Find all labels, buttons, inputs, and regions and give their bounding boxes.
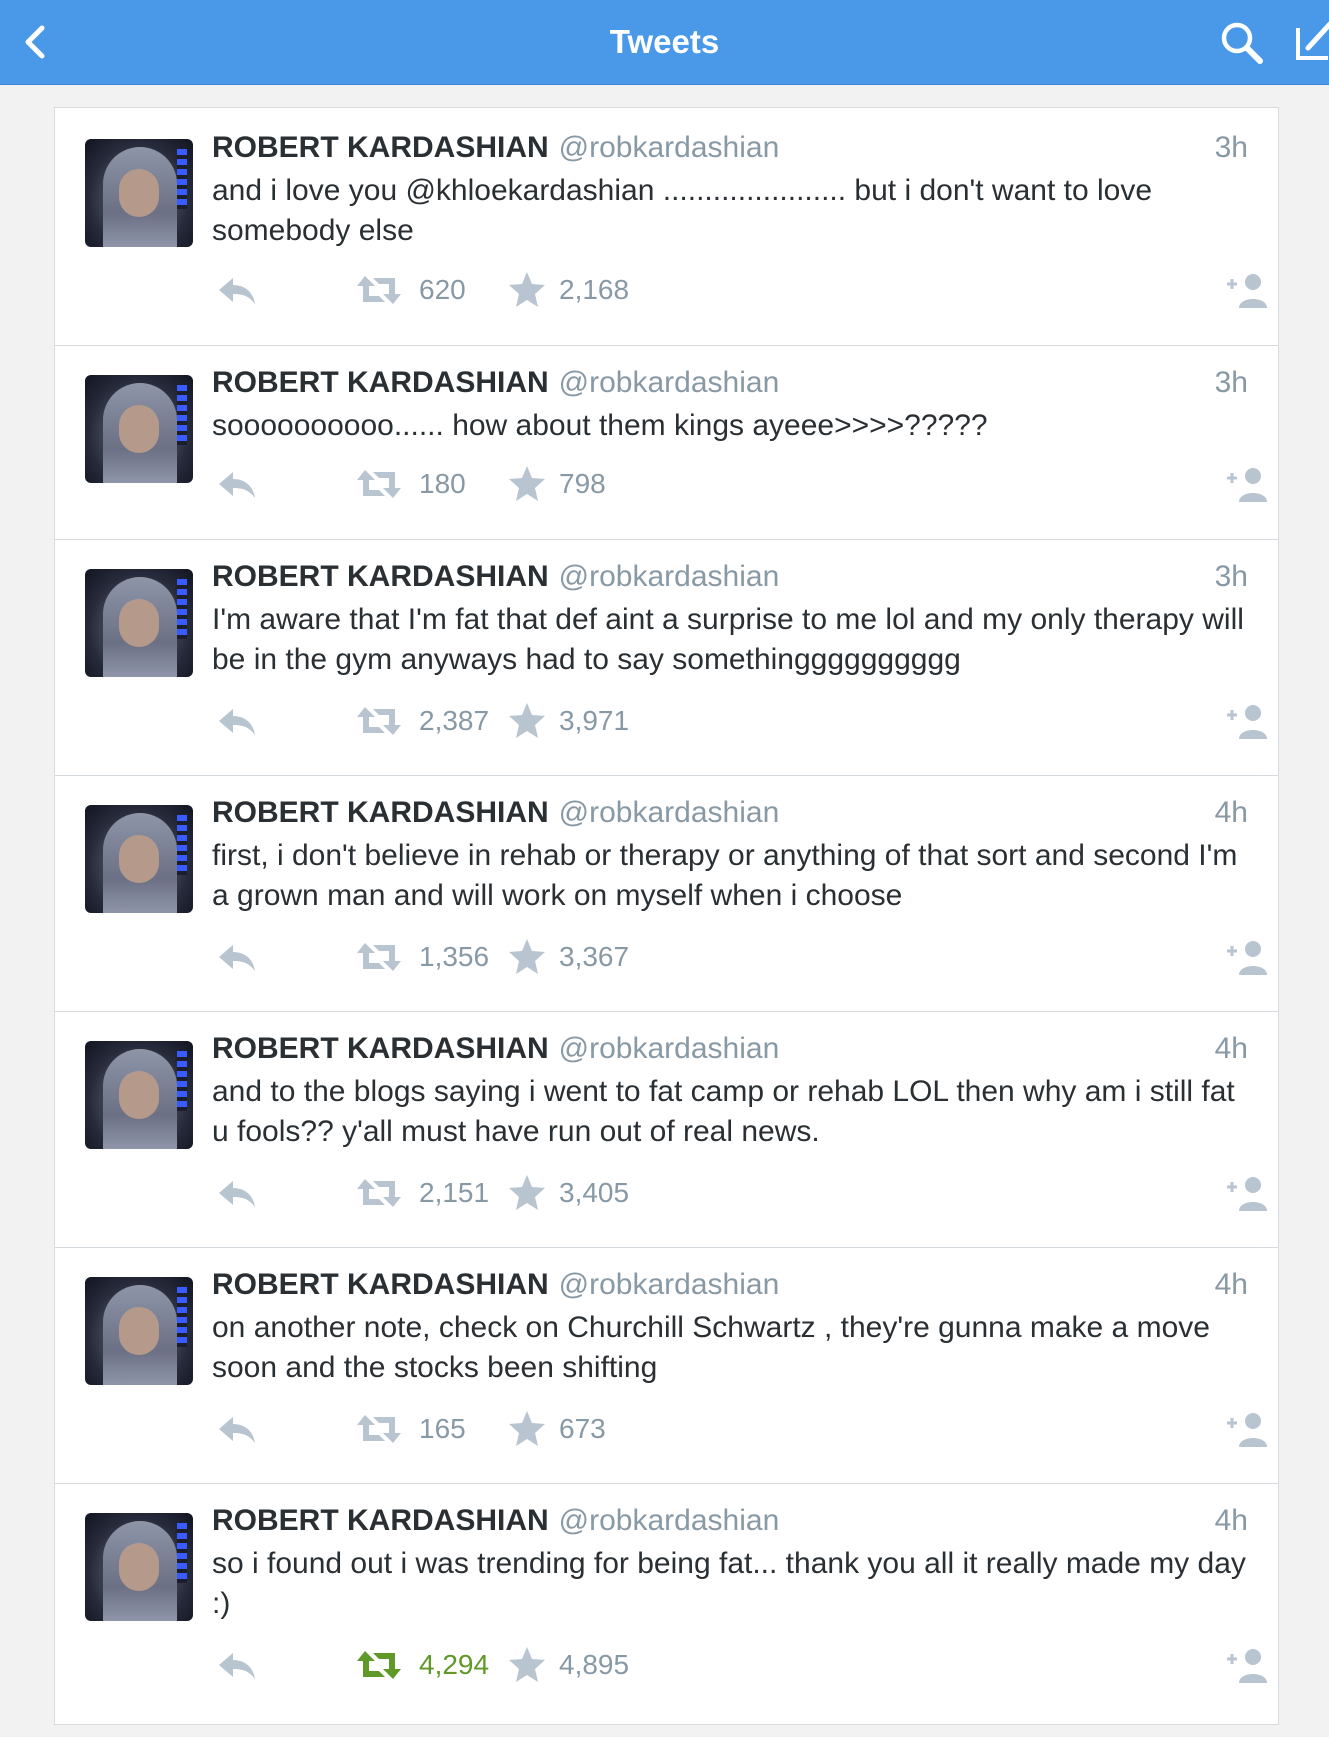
tweet-header [212, 1267, 1248, 1303]
tweet-text: and to the blogs saying i went to fat camp or rehab LOL then why am i still fat u fools?? y'all must have run out of real news. [212, 1075, 1235, 1148]
star-icon[interactable] [507, 1409, 547, 1449]
retweet-count: 2,387 [419, 705, 490, 736]
author-handle[interactable]: @robkardashian [558, 1032, 780, 1065]
tweet[interactable] [55, 345, 1278, 540]
retweet-count: 1,356 [419, 941, 490, 972]
author-handle[interactable]: @robkardashian [558, 366, 780, 399]
timestamp: 3h [1214, 366, 1248, 399]
tweet[interactable] [55, 108, 1278, 346]
tweet-header [212, 559, 1248, 595]
retweet-count: 180 [419, 468, 466, 499]
author-name[interactable]: ROBERT KARDASHIAN [212, 560, 549, 593]
tweet-header [212, 1031, 1248, 1067]
tweet-header [212, 130, 1248, 166]
star-icon[interactable] [507, 1173, 547, 1213]
author-handle[interactable]: @robkardashian [558, 560, 780, 593]
search-icon[interactable] [1219, 20, 1265, 66]
tweet[interactable] [55, 1247, 1278, 1484]
tweet-header [212, 1503, 1248, 1539]
tweet-timeline [54, 107, 1279, 1725]
reply-icon[interactable] [215, 937, 259, 977]
retweet-count: 4,294 [419, 1649, 490, 1680]
follow-icon[interactable] [1225, 1173, 1269, 1213]
retweet-icon[interactable] [355, 937, 403, 977]
tweet[interactable] [55, 539, 1278, 776]
author-name[interactable]: ROBERT KARDASHIAN [212, 1504, 549, 1537]
reply-icon[interactable] [215, 270, 259, 310]
author-handle[interactable]: @robkardashian [558, 1504, 780, 1537]
tweet-text: so i found out i was trending for being fat... thank you all it really made my day :) [212, 1547, 1246, 1620]
author-handle[interactable]: @robkardashian [558, 131, 780, 164]
favorite-count: 798 [559, 468, 606, 499]
tweet[interactable] [55, 1483, 1278, 1724]
reply-icon[interactable] [215, 1409, 259, 1449]
tweet-header [212, 795, 1248, 831]
retweet-count: 620 [419, 274, 466, 305]
retweet-count: 2,151 [419, 1177, 490, 1208]
retweet-count: 165 [419, 1413, 466, 1444]
avatar[interactable] [85, 1277, 193, 1385]
author-name[interactable]: ROBERT KARDASHIAN [212, 1268, 549, 1301]
avatar[interactable] [85, 569, 193, 677]
favorite-count: 3,971 [559, 705, 630, 736]
retweet-icon[interactable] [355, 464, 403, 504]
follow-icon[interactable] [1225, 701, 1269, 741]
star-icon[interactable] [507, 270, 547, 310]
tweet-text: first, i don't believe in rehab or therapy or anything of that sort and second I'm a grown man and will work on myself when i choose [212, 839, 1238, 912]
retweet-icon[interactable] [355, 1645, 403, 1685]
timestamp: 3h [1214, 560, 1248, 593]
follow-icon[interactable] [1225, 1409, 1269, 1449]
favorite-count: 673 [559, 1413, 606, 1444]
timestamp: 4h [1214, 1032, 1248, 1065]
reply-icon[interactable] [215, 1173, 259, 1213]
reply-icon[interactable] [215, 464, 259, 504]
follow-icon[interactable] [1225, 1645, 1269, 1685]
follow-icon[interactable] [1225, 270, 1269, 310]
favorite-count: 2,168 [559, 274, 630, 305]
avatar[interactable] [85, 1041, 193, 1149]
timestamp: 4h [1214, 1268, 1248, 1301]
author-handle[interactable]: @robkardashian [558, 1268, 780, 1301]
follow-icon[interactable] [1225, 464, 1269, 504]
star-icon[interactable] [507, 1645, 547, 1685]
tweet-header [212, 365, 1248, 401]
star-icon[interactable] [507, 937, 547, 977]
tweet-text: on another note, check on Churchill Schwartz , they're gunna make a move soon and the stocks been shifting [212, 1311, 1210, 1384]
avatar[interactable] [85, 375, 193, 483]
tweet-text: soooooooooo...... how about them kings ayeee>>>>????? [212, 409, 988, 442]
avatar[interactable] [85, 139, 193, 247]
author-name[interactable]: ROBERT KARDASHIAN [212, 1032, 549, 1065]
tweet[interactable] [55, 1011, 1278, 1248]
reply-icon[interactable] [215, 1645, 259, 1685]
retweet-icon[interactable] [355, 1173, 403, 1213]
timestamp: 3h [1214, 131, 1248, 164]
timestamp: 4h [1214, 796, 1248, 829]
author-name[interactable]: ROBERT KARDASHIAN [212, 131, 549, 164]
page-title: Tweets [609, 23, 720, 60]
follow-icon[interactable] [1225, 937, 1269, 977]
tweet-text: I'm aware that I'm fat that def aint a surprise to me lol and my only therapy will be in the gym anyways had to say somethingggggggggg [212, 603, 1244, 676]
nav-bar [0, 0, 1329, 84]
favorite-count: 3,405 [559, 1177, 630, 1208]
avatar[interactable] [85, 805, 193, 913]
tweet-text: and i love you @khloekardashian ...................... but i don't want to love somebody else [212, 174, 1153, 247]
reply-icon[interactable] [215, 701, 259, 741]
author-name[interactable]: ROBERT KARDASHIAN [212, 796, 549, 829]
author-name[interactable]: ROBERT KARDASHIAN [212, 366, 549, 399]
favorite-count: 4,895 [559, 1649, 630, 1680]
timestamp: 4h [1214, 1504, 1248, 1537]
tweet[interactable] [55, 775, 1278, 1012]
favorite-count: 3,367 [559, 941, 630, 972]
author-handle[interactable]: @robkardashian [558, 796, 780, 829]
retweet-icon[interactable] [355, 701, 403, 741]
avatar[interactable] [85, 1513, 193, 1621]
retweet-icon[interactable] [355, 1409, 403, 1449]
retweet-icon[interactable] [355, 270, 403, 310]
compose-icon[interactable] [1294, 20, 1329, 62]
star-icon[interactable] [507, 464, 547, 504]
star-icon[interactable] [507, 701, 547, 741]
